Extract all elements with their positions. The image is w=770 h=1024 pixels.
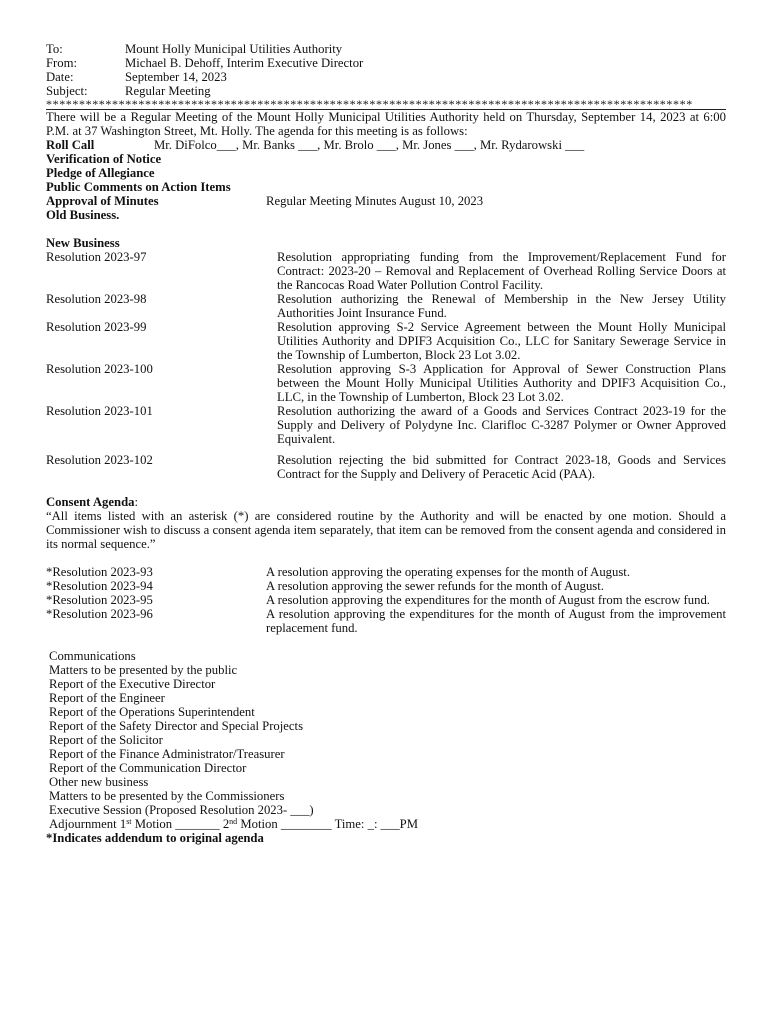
consent-item-text: A resolution approving the expenditures for the month of August from the improvement replacement fund.	[266, 607, 726, 635]
resolution-row	[46, 292, 726, 320]
resolution-text: Resolution approving S-2 Service Agreement between the Mount Holly Municipal Utilities Authority and DPIF3 Acquisition Co., LLC for Sanitary Sewerage Service in the Township of Lumberton, Block 23 Lot 3.02.	[277, 320, 726, 362]
resolution-id: Resolution 2023-101	[46, 404, 153, 418]
roll-call-label: Roll Call	[46, 138, 95, 152]
closing-item: Matters to be presented by the Commissioners	[49, 789, 285, 803]
resolution-id: Resolution 2023-99	[46, 320, 147, 334]
roll-call-row	[46, 138, 726, 152]
adjournment-part: Adjournment 1	[49, 817, 127, 831]
pledge-heading: Pledge of Allegiance	[46, 166, 155, 180]
agenda-document	[46, 42, 726, 845]
consent-agenda-intro: “All items listed with an asterisk (*) are considered routine by the Authority and will be enacted by one motion. Should a Commissioner wish to discuss a consent agenda item separately, that item can be removed from the consent agenda and considered in its normal sequence.”	[46, 509, 726, 551]
adjournment-part: Motion ________ Time: _: ___PM	[237, 817, 419, 831]
approval-row	[46, 194, 726, 208]
consent-item-text: A resolution approving the operating expenses for the month of August.	[266, 565, 630, 579]
consent-item-id: *Resolution 2023-96	[46, 607, 153, 621]
closing-item: Report of the Executive Director	[49, 677, 216, 691]
memo-subject-value: Regular Meeting	[125, 84, 211, 98]
addendum-footnote: *Indicates addendum to original agenda	[46, 831, 264, 845]
consent-agenda-colon: :	[134, 495, 139, 509]
closing-item: Report of the Finance Administrator/Treasurer	[49, 747, 285, 761]
closing-item: Other new business	[49, 775, 149, 789]
asterisk-divider: **************************************************************************************************	[46, 98, 693, 108]
consent-item-text: A resolution approving the expenditures for the month of August from the escrow fund.	[266, 593, 710, 607]
memo-header	[46, 42, 726, 110]
consent-item-text: A resolution approving the sewer refunds for the month of August.	[266, 579, 604, 593]
memo-date-value: September 14, 2023	[125, 70, 227, 84]
resolution-row	[46, 362, 726, 404]
approval-value: Regular Meeting Minutes August 10, 2023	[266, 194, 484, 208]
resolution-row	[46, 404, 726, 446]
memo-from-value: Michael B. Dehoff, Interim Executive Director	[125, 56, 364, 70]
adjournment-part: Motion _______ 2	[131, 817, 230, 831]
consent-agenda-heading	[46, 495, 726, 509]
closing-item: Executive Session (Proposed Resolution 2023- ___)	[49, 803, 314, 817]
consent-item	[46, 565, 726, 579]
resolution-id: Resolution 2023-97	[46, 250, 147, 264]
closing-item: Report of the Engineer	[49, 691, 165, 705]
memo-subject-row	[46, 84, 726, 98]
ordinal-suffix: nd	[229, 817, 238, 826]
resolution-row	[46, 320, 726, 362]
consent-item	[46, 607, 726, 635]
closing-item: Report of the Safety Director and Special Projects	[49, 719, 304, 733]
resolution-id: Resolution 2023-100	[46, 362, 153, 376]
resolution-text: Resolution authorizing the Renewal of Membership in the New Jersey Utility Authorities Joint Insurance Fund.	[277, 292, 726, 320]
consent-agenda-title: Consent Agenda	[46, 495, 135, 509]
roll-call-value: Mr. DiFolco___, Mr. Banks ___, Mr. Brolo ___, Mr. Jones ___, Mr. Rydarowski ___	[154, 138, 585, 152]
verification-heading: Verification of Notice	[46, 152, 162, 166]
closing-item: Matters to be presented by the public	[49, 663, 238, 677]
memo-subject-label: Subject:	[46, 84, 88, 98]
resolution-text: Resolution appropriating funding from the Improvement/Replacement Fund for Contract: 2023-20 – Removal and Replacement of Overhead Rolling Service Doors at the Rancocas Road Water Pollution Control Facility.	[277, 250, 726, 292]
resolution-row	[46, 453, 726, 481]
public-comments-heading: Public Comments on Action Items	[46, 180, 231, 194]
adjournment-line	[49, 817, 726, 831]
memo-from-row	[46, 56, 726, 70]
new-business-heading: New Business	[46, 236, 120, 250]
resolution-row	[46, 250, 726, 292]
resolution-text: Resolution rejecting the bid submitted for Contract 2023-18, Goods and Services Contract for the Supply and Delivery of Peracetic Acid (PAA).	[277, 453, 726, 481]
resolution-id: Resolution 2023-102	[46, 453, 153, 467]
consent-item-id: *Resolution 2023-95	[46, 593, 153, 607]
closing-item: Report of the Solicitor	[49, 733, 163, 747]
memo-to-row	[46, 42, 726, 56]
closing-item: Report of the Operations Superintendent	[49, 705, 255, 719]
memo-date-row	[46, 70, 726, 84]
approval-label: Approval of Minutes	[46, 194, 159, 208]
consent-item-id: *Resolution 2023-93	[46, 565, 153, 579]
closing-item: Communications	[49, 649, 136, 663]
ordinal-suffix: st	[126, 817, 132, 826]
memo-from-label: From:	[46, 56, 78, 70]
resolution-text: Resolution authorizing the award of a Goods and Services Contract 2023-19 for the Supply and Delivery of Polydyne Inc. Clarifloc C-3287 Polymer or Owner Approved Equivalent.	[277, 404, 726, 446]
memo-date-label: Date:	[46, 70, 74, 84]
consent-item	[46, 579, 726, 593]
memo-to-label: To:	[46, 42, 63, 56]
closing-items	[46, 649, 726, 831]
resolution-text: Resolution approving S-3 Application for Approval of Sewer Construction Plans between the Mount Holly Municipal Utilities Authority and DPIF3 Acquisition Co., LLC, in the Township of Lumberton, Block 23 Lot 3.02.	[277, 362, 726, 404]
old-business-heading: Old Business.	[46, 208, 120, 222]
intro-paragraph: There will be a Regular Meeting of the Mount Holly Municipal Utilities Authority held on Thursday, September 14, 2023 at 6:00 P.M. at 37 Washington Street, Mt. Holly. The agenda for this meeting is as follows:	[46, 110, 726, 138]
consent-item-id: *Resolution 2023-94	[46, 579, 153, 593]
resolution-id: Resolution 2023-98	[46, 292, 147, 306]
consent-item	[46, 593, 726, 607]
memo-to-value: Mount Holly Municipal Utilities Authority	[125, 42, 343, 56]
closing-item: Report of the Communication Director	[49, 761, 247, 775]
